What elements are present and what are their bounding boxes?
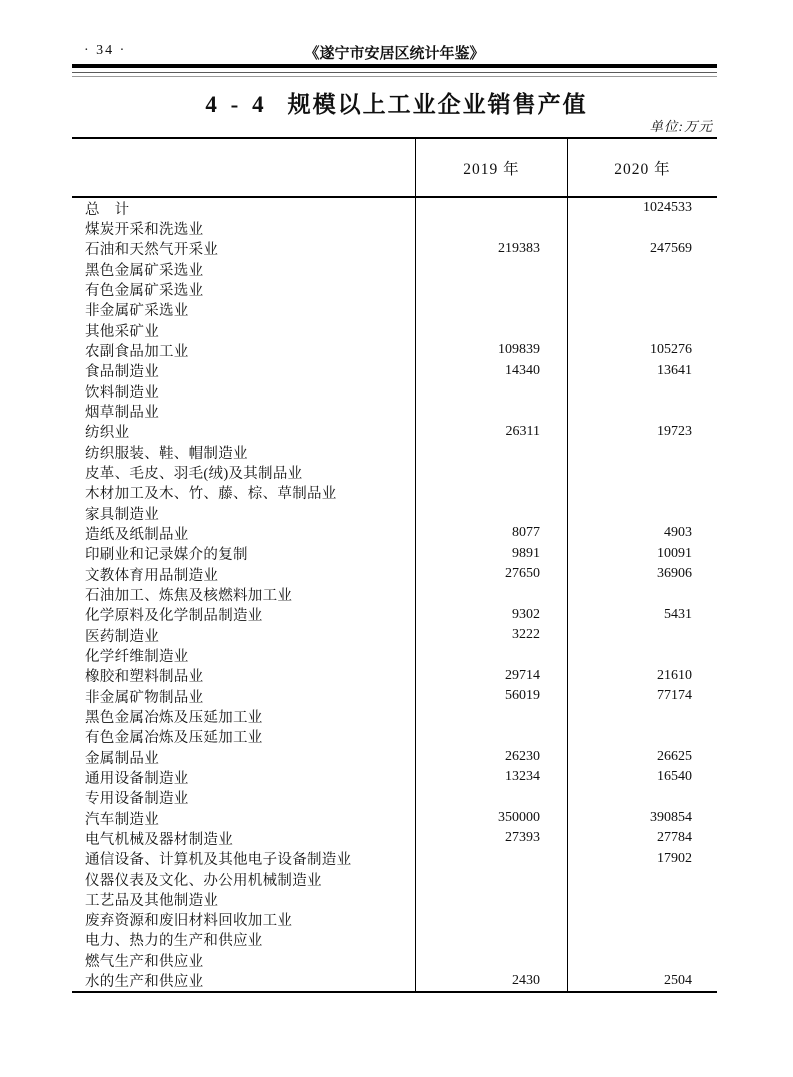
value-2020 <box>567 462 717 482</box>
table-row <box>72 788 717 808</box>
value-2019 <box>415 849 567 869</box>
table-row <box>72 401 717 421</box>
table-body <box>72 198 717 991</box>
industry-label: 有色金属冶炼及压延加工业 <box>85 730 263 747</box>
value-2020 <box>567 218 717 238</box>
table-row <box>72 564 717 584</box>
value-2020 <box>567 788 717 808</box>
industry-label: 家具制造业 <box>85 506 159 523</box>
value-2020: 1024533 <box>567 198 717 218</box>
table-row <box>72 584 717 604</box>
header-rule-thin-2 <box>72 76 717 77</box>
table-row <box>72 970 717 990</box>
table-row <box>72 869 717 889</box>
value-2020 <box>567 320 717 340</box>
value-2020: 4903 <box>567 523 717 543</box>
value-2019: 27650 <box>415 564 567 584</box>
value-2020: 77174 <box>567 686 717 706</box>
value-2019 <box>415 198 567 218</box>
table-row <box>72 909 717 929</box>
table-row <box>72 849 717 869</box>
value-2019 <box>415 218 567 238</box>
value-2020: 16540 <box>567 767 717 787</box>
value-2020 <box>567 950 717 970</box>
industry-label: 非金属矿采选业 <box>85 303 189 320</box>
value-2020: 105276 <box>567 340 717 360</box>
value-2020: 5431 <box>567 605 717 625</box>
value-2020 <box>567 503 717 523</box>
value-2019 <box>415 483 567 503</box>
table-row <box>72 950 717 970</box>
table-row <box>72 279 717 299</box>
value-2019 <box>415 320 567 340</box>
value-2019: 26230 <box>415 747 567 767</box>
header-rule-thick <box>72 64 717 68</box>
table-row <box>72 625 717 645</box>
value-2020 <box>567 442 717 462</box>
table-number: 4 - 4 <box>205 92 268 117</box>
industry-label: 石油和天然气开采业 <box>85 242 219 259</box>
value-2019 <box>415 889 567 909</box>
value-2019: 9891 <box>415 544 567 564</box>
table-row <box>72 727 717 747</box>
table-row <box>72 828 717 848</box>
industry-label: 通信设备、计算机及其他电子设备制造业 <box>85 852 352 869</box>
value-2020: 26625 <box>567 747 717 767</box>
value-2020: 247569 <box>567 239 717 259</box>
value-2019: 56019 <box>415 686 567 706</box>
industry-label: 食品制造业 <box>85 364 159 381</box>
table-row <box>72 544 717 564</box>
value-2019: 219383 <box>415 239 567 259</box>
value-2020 <box>567 889 717 909</box>
industry-label: 水的生产和供应业 <box>85 974 204 991</box>
table-row <box>72 259 717 279</box>
table-row <box>72 808 717 828</box>
value-2020 <box>567 869 717 889</box>
industry-label: 饮料制造业 <box>85 384 159 401</box>
value-2020 <box>567 706 717 726</box>
industry-label: 文教体育用品制造业 <box>85 567 219 584</box>
value-2019: 29714 <box>415 666 567 686</box>
industry-label: 通用设备制造业 <box>85 770 189 787</box>
value-2019: 14340 <box>415 361 567 381</box>
value-2020: 390854 <box>567 808 717 828</box>
value-2020 <box>567 381 717 401</box>
value-2019 <box>415 401 567 421</box>
column-header-2020: 2020 年 <box>567 139 717 196</box>
value-2020 <box>567 584 717 604</box>
industry-label: 有色金属矿采选业 <box>85 282 204 299</box>
page-number: · 34 · <box>84 43 127 58</box>
industry-label: 工艺品及其他制造业 <box>85 892 219 909</box>
table-row <box>72 381 717 401</box>
value-2020 <box>567 483 717 503</box>
running-header <box>72 42 717 62</box>
industry-label: 仪器仪表及文化、办公用机械制造业 <box>85 872 322 889</box>
table-row <box>72 442 717 462</box>
industry-label: 皮革、毛皮、羽毛(绒)及其制品业 <box>85 465 303 482</box>
industry-label: 专用设备制造业 <box>85 791 189 808</box>
industry-label: 烟草制品业 <box>85 404 159 421</box>
table-row <box>72 706 717 726</box>
value-2019 <box>415 788 567 808</box>
value-2019: 8077 <box>415 523 567 543</box>
industry-label: 纺织业 <box>85 425 130 442</box>
table-row <box>72 747 717 767</box>
industry-label: 印刷业和记录媒介的复制 <box>85 547 248 564</box>
value-2020: 36906 <box>567 564 717 584</box>
value-2019 <box>415 259 567 279</box>
data-table <box>72 137 717 993</box>
table-header-row <box>72 139 717 198</box>
table-row <box>72 666 717 686</box>
table-row <box>72 320 717 340</box>
value-2019 <box>415 381 567 401</box>
industry-label: 化学原料及化学制品制造业 <box>85 608 263 625</box>
value-2019 <box>415 584 567 604</box>
table-row <box>72 930 717 950</box>
table-row <box>72 686 717 706</box>
value-2019 <box>415 706 567 726</box>
table-row <box>72 462 717 482</box>
table-row <box>72 503 717 523</box>
industry-label: 造纸及纸制品业 <box>85 526 189 543</box>
value-2020: 10091 <box>567 544 717 564</box>
value-2019 <box>415 727 567 747</box>
industry-label: 黑色金属矿采选业 <box>85 262 204 279</box>
industry-label: 电气机械及器材制造业 <box>85 831 233 848</box>
table-row <box>72 422 717 442</box>
table-row <box>72 889 717 909</box>
industry-label: 木材加工及木、竹、藤、棕、草制品业 <box>85 486 337 503</box>
table-row <box>72 300 717 320</box>
industry-label: 煤炭开采和洗选业 <box>85 222 204 238</box>
value-2020 <box>567 401 717 421</box>
value-2019: 26311 <box>415 422 567 442</box>
industry-label: 橡胶和塑料制品业 <box>85 669 204 686</box>
value-2020 <box>567 625 717 645</box>
value-2019: 13234 <box>415 767 567 787</box>
value-2020: 21610 <box>567 666 717 686</box>
value-2020 <box>567 909 717 929</box>
value-2019 <box>415 869 567 889</box>
table-row <box>72 483 717 503</box>
column-header-indicator <box>72 139 415 196</box>
value-2019: 109839 <box>415 340 567 360</box>
industry-label: 其他采矿业 <box>85 323 159 340</box>
value-2019: 27393 <box>415 828 567 848</box>
value-2020 <box>567 259 717 279</box>
value-2019 <box>415 300 567 320</box>
value-2020 <box>567 300 717 320</box>
value-2019 <box>415 462 567 482</box>
value-2020 <box>567 279 717 299</box>
value-2020: 19723 <box>567 422 717 442</box>
table-row <box>72 767 717 787</box>
value-2020 <box>567 727 717 747</box>
industry-label: 医药制造业 <box>85 628 159 645</box>
value-2020 <box>567 645 717 665</box>
unit-label: 单位:万元 <box>649 119 713 134</box>
value-2019 <box>415 442 567 462</box>
value-2019 <box>415 950 567 970</box>
value-2020 <box>567 930 717 950</box>
industry-label: 石油加工、炼焦及核燃料加工业 <box>85 587 293 604</box>
industry-label: 金属制品业 <box>85 750 159 767</box>
industry-label: 黑色金属冶炼及压延加工业 <box>85 709 263 726</box>
table-row <box>72 605 717 625</box>
table-row <box>72 523 717 543</box>
table-row <box>72 361 717 381</box>
value-2020: 27784 <box>567 828 717 848</box>
value-2019 <box>415 930 567 950</box>
industry-label: 电力、热力的生产和供应业 <box>85 933 263 950</box>
industry-label: 非金属矿物制品业 <box>85 689 204 706</box>
table-row <box>72 645 717 665</box>
value-2019 <box>415 503 567 523</box>
industry-label: 燃气生产和供应业 <box>85 953 204 970</box>
value-2020: 2504 <box>567 970 717 990</box>
industry-label: 农副食品加工业 <box>85 343 189 360</box>
industry-label: 废弃资源和废旧材料回收加工业 <box>85 913 293 930</box>
industry-label: 化学纤维制造业 <box>85 648 189 665</box>
table-row <box>72 239 717 259</box>
table-row <box>72 218 717 238</box>
column-header-2019: 2019 年 <box>415 139 567 196</box>
value-2019: 3222 <box>415 625 567 645</box>
industry-label: 总 计 <box>85 201 130 218</box>
value-2020: 13641 <box>567 361 717 381</box>
value-2019 <box>415 909 567 929</box>
book-title: 《遂宁市安居区统计年鉴》 <box>304 45 485 62</box>
value-2019 <box>415 645 567 665</box>
table-row <box>72 198 717 218</box>
table-row <box>72 340 717 360</box>
value-2020: 17902 <box>567 849 717 869</box>
industry-label: 纺织服装、鞋、帽制造业 <box>85 445 248 462</box>
table-title-text: 规模以上工业企业销售产值 <box>287 92 588 117</box>
value-2019: 350000 <box>415 808 567 828</box>
value-2019: 9302 <box>415 605 567 625</box>
value-2019 <box>415 279 567 299</box>
industry-label: 汽车制造业 <box>85 811 159 828</box>
value-2019: 2430 <box>415 970 567 990</box>
header-rule-thin-1 <box>72 72 717 73</box>
